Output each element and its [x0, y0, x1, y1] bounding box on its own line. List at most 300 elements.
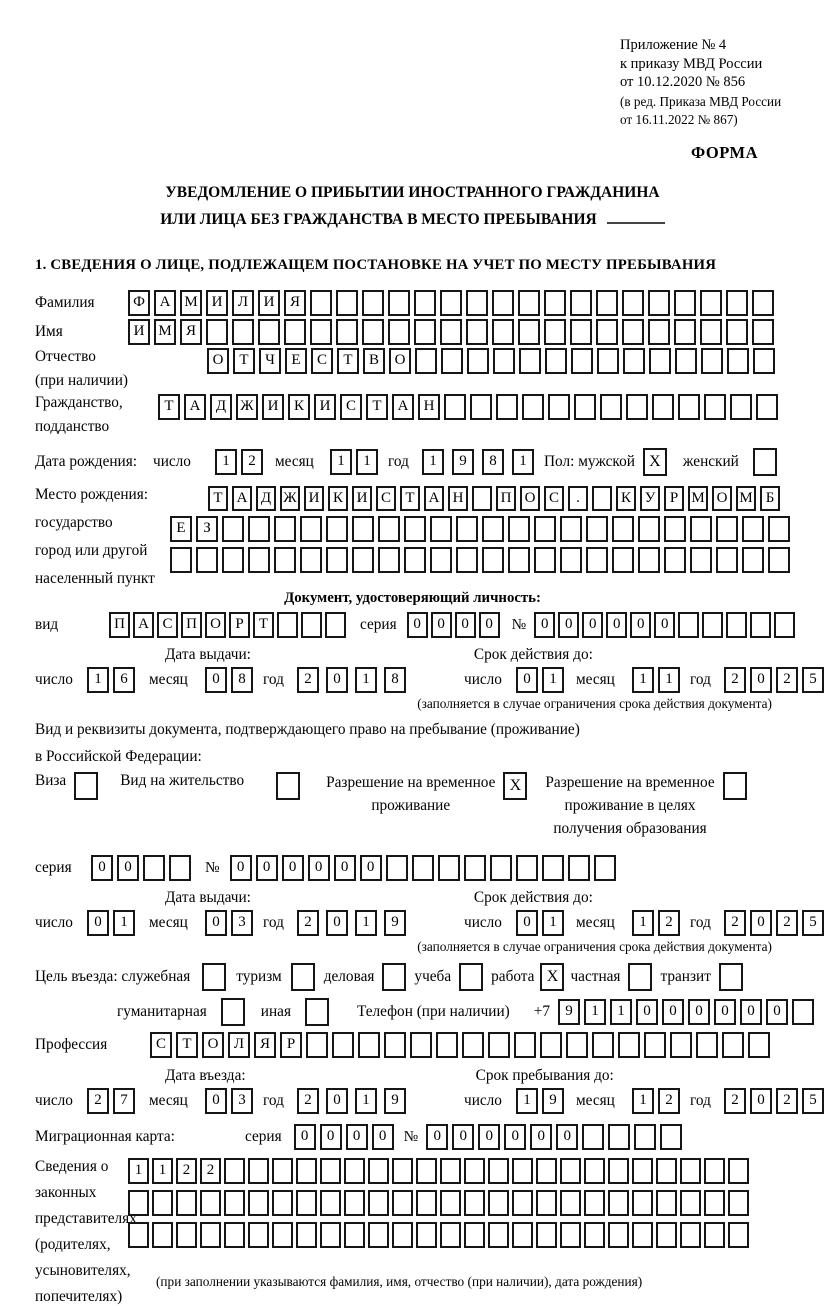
char-cell[interactable]: [644, 1032, 666, 1058]
char-cell[interactable]: [726, 319, 748, 345]
char-cell[interactable]: [410, 1032, 432, 1058]
char-cell[interactable]: [352, 547, 374, 573]
char-cell[interactable]: [742, 516, 764, 542]
char-cell[interactable]: 0: [750, 1088, 772, 1114]
char-cell[interactable]: [632, 1158, 653, 1184]
char-cell[interactable]: [752, 290, 774, 316]
char-cell[interactable]: [742, 547, 764, 573]
char-cell[interactable]: Н: [418, 394, 440, 420]
stay-day-cells[interactable]: [516, 1088, 564, 1114]
permit-series-cells[interactable]: [91, 855, 191, 881]
char-cell[interactable]: 9: [452, 449, 474, 475]
char-cell[interactable]: 0: [326, 910, 348, 936]
char-cell[interactable]: 2: [724, 667, 746, 693]
temp-permit-checkbox[interactable]: X: [503, 772, 527, 800]
char-cell[interactable]: 0: [504, 1124, 526, 1150]
char-cell[interactable]: [464, 1158, 485, 1184]
char-cell[interactable]: [466, 290, 488, 316]
char-cell[interactable]: [412, 855, 434, 881]
char-cell[interactable]: [728, 1222, 749, 1248]
char-cell[interactable]: [206, 319, 228, 345]
passport-issue-day-cells[interactable]: [87, 667, 135, 693]
char-cell[interactable]: [414, 290, 436, 316]
char-cell[interactable]: 0: [308, 855, 330, 881]
char-cell[interactable]: [534, 516, 556, 542]
char-cell[interactable]: [792, 999, 814, 1025]
char-cell[interactable]: [320, 1222, 341, 1248]
char-cell[interactable]: [701, 348, 723, 374]
purpose-business-checkbox[interactable]: [382, 963, 406, 991]
char-cell[interactable]: [440, 1158, 461, 1184]
char-cell[interactable]: Р: [229, 612, 250, 638]
char-cell[interactable]: М: [180, 290, 202, 316]
char-cell[interactable]: [560, 547, 582, 573]
char-cell[interactable]: 1: [355, 1088, 377, 1114]
passport-issue-month-cells[interactable]: [205, 667, 253, 693]
permit-issue-month-cells[interactable]: [205, 910, 253, 936]
char-cell[interactable]: [200, 1222, 221, 1248]
char-cell[interactable]: [726, 612, 747, 638]
citizenship-cells[interactable]: [158, 394, 778, 420]
char-cell[interactable]: [176, 1190, 197, 1216]
char-cell[interactable]: 0: [360, 855, 382, 881]
char-cell[interactable]: [612, 547, 634, 573]
permit-number-cells[interactable]: [230, 855, 616, 881]
char-cell[interactable]: [310, 290, 332, 316]
char-cell[interactable]: [143, 855, 165, 881]
char-cell[interactable]: [750, 612, 771, 638]
char-cell[interactable]: 1: [355, 910, 377, 936]
char-cell[interactable]: 2: [241, 449, 263, 475]
char-cell[interactable]: 2: [176, 1158, 197, 1184]
char-cell[interactable]: 2: [200, 1158, 221, 1184]
purpose-other-checkbox[interactable]: [305, 998, 329, 1026]
char-cell[interactable]: [716, 547, 738, 573]
char-cell[interactable]: Л: [228, 1032, 250, 1058]
char-cell[interactable]: [704, 394, 726, 420]
passport-valid-year-cells[interactable]: [724, 667, 824, 693]
char-cell[interactable]: [656, 1222, 677, 1248]
char-cell[interactable]: 0: [516, 667, 538, 693]
char-cell[interactable]: [493, 348, 515, 374]
char-cell[interactable]: [170, 547, 192, 573]
char-cell[interactable]: Т: [400, 486, 420, 511]
char-cell[interactable]: [774, 612, 795, 638]
char-cell[interactable]: 1: [128, 1158, 149, 1184]
char-cell[interactable]: [678, 394, 700, 420]
char-cell[interactable]: 0: [346, 1124, 368, 1150]
char-cell[interactable]: [540, 1032, 562, 1058]
char-cell[interactable]: О: [202, 1032, 224, 1058]
char-cell[interactable]: 1: [584, 999, 606, 1025]
char-cell[interactable]: [362, 290, 384, 316]
sex-male-checkbox[interactable]: X: [643, 448, 667, 476]
char-cell[interactable]: Д: [210, 394, 232, 420]
char-cell[interactable]: 0: [320, 1124, 342, 1150]
char-cell[interactable]: 0: [654, 612, 675, 638]
permit-valid-day-cells[interactable]: [516, 910, 564, 936]
char-cell[interactable]: [638, 547, 660, 573]
char-cell[interactable]: [664, 516, 686, 542]
char-cell[interactable]: [596, 319, 618, 345]
char-cell[interactable]: [152, 1222, 173, 1248]
char-cell[interactable]: [566, 1032, 588, 1058]
char-cell[interactable]: 6: [113, 667, 135, 693]
char-cell[interactable]: 2: [724, 1088, 746, 1114]
char-cell[interactable]: Ч: [259, 348, 281, 374]
char-cell[interactable]: 8: [482, 449, 504, 475]
char-cell[interactable]: [680, 1222, 701, 1248]
char-cell[interactable]: [284, 319, 306, 345]
char-cell[interactable]: К: [616, 486, 636, 511]
char-cell[interactable]: [623, 348, 645, 374]
visa-checkbox[interactable]: [74, 772, 98, 800]
char-cell[interactable]: [326, 516, 348, 542]
char-cell[interactable]: [622, 319, 644, 345]
char-cell[interactable]: О: [205, 612, 226, 638]
char-cell[interactable]: [470, 394, 492, 420]
char-cell[interactable]: [430, 516, 452, 542]
char-cell[interactable]: И: [262, 394, 284, 420]
char-cell[interactable]: 0: [372, 1124, 394, 1150]
char-cell[interactable]: 2: [658, 1088, 680, 1114]
char-cell[interactable]: [634, 1124, 656, 1150]
char-cell[interactable]: Н: [448, 486, 468, 511]
char-cell[interactable]: 0: [662, 999, 684, 1025]
permit-issue-day-cells[interactable]: [87, 910, 135, 936]
char-cell[interactable]: [416, 1190, 437, 1216]
char-cell[interactable]: [626, 394, 648, 420]
char-cell[interactable]: Т: [337, 348, 359, 374]
char-cell[interactable]: [392, 1190, 413, 1216]
char-cell[interactable]: 1: [542, 910, 564, 936]
char-cell[interactable]: [404, 516, 426, 542]
char-cell[interactable]: [462, 1032, 484, 1058]
char-cell[interactable]: К: [288, 394, 310, 420]
char-cell[interactable]: [536, 1190, 557, 1216]
char-cell[interactable]: [722, 1032, 744, 1058]
char-cell[interactable]: С: [340, 394, 362, 420]
char-cell[interactable]: [344, 1158, 365, 1184]
char-cell[interactable]: [490, 855, 512, 881]
char-cell[interactable]: [200, 1190, 221, 1216]
char-cell[interactable]: [522, 394, 544, 420]
char-cell[interactable]: 1: [512, 449, 534, 475]
birth-year-cells[interactable]: [422, 449, 534, 475]
doc-type-cells[interactable]: [109, 612, 346, 638]
char-cell[interactable]: [222, 547, 244, 573]
char-cell[interactable]: 2: [776, 667, 798, 693]
char-cell[interactable]: [608, 1222, 629, 1248]
char-cell[interactable]: Т: [253, 612, 274, 638]
char-cell[interactable]: [582, 1124, 604, 1150]
char-cell[interactable]: [248, 547, 270, 573]
char-cell[interactable]: 3: [231, 1088, 253, 1114]
char-cell[interactable]: [560, 1190, 581, 1216]
char-cell[interactable]: П: [181, 612, 202, 638]
char-cell[interactable]: [612, 516, 634, 542]
char-cell[interactable]: [704, 1158, 725, 1184]
char-cell[interactable]: [508, 516, 530, 542]
char-cell[interactable]: И: [352, 486, 372, 511]
char-cell[interactable]: [536, 1158, 557, 1184]
char-cell[interactable]: [704, 1190, 725, 1216]
char-cell[interactable]: [638, 516, 660, 542]
char-cell[interactable]: 0: [431, 612, 452, 638]
char-cell[interactable]: [352, 516, 374, 542]
char-cell[interactable]: [368, 1222, 389, 1248]
char-cell[interactable]: [728, 1190, 749, 1216]
char-cell[interactable]: Я: [180, 319, 202, 345]
char-cell[interactable]: И: [128, 319, 150, 345]
char-cell[interactable]: [518, 319, 540, 345]
char-cell[interactable]: [675, 348, 697, 374]
char-cell[interactable]: 0: [91, 855, 113, 881]
char-cell[interactable]: 0: [534, 612, 555, 638]
char-cell[interactable]: [700, 290, 722, 316]
passport-valid-month-cells[interactable]: [632, 667, 680, 693]
char-cell[interactable]: [176, 1222, 197, 1248]
char-cell[interactable]: [496, 394, 518, 420]
char-cell[interactable]: 0: [426, 1124, 448, 1150]
char-cell[interactable]: [472, 486, 492, 511]
char-cell[interactable]: О: [520, 486, 540, 511]
char-cell[interactable]: [570, 290, 592, 316]
char-cell[interactable]: Р: [664, 486, 684, 511]
char-cell[interactable]: 0: [479, 612, 500, 638]
char-cell[interactable]: [608, 1124, 630, 1150]
representatives-row1-cells[interactable]: [128, 1158, 749, 1184]
char-cell[interactable]: В: [363, 348, 385, 374]
char-cell[interactable]: [622, 290, 644, 316]
purpose-transit-checkbox[interactable]: [719, 963, 743, 991]
char-cell[interactable]: Т: [208, 486, 228, 511]
char-cell[interactable]: [368, 1158, 389, 1184]
char-cell[interactable]: [467, 348, 489, 374]
migration-number-cells[interactable]: [426, 1124, 682, 1150]
char-cell[interactable]: О: [712, 486, 732, 511]
char-cell[interactable]: И: [304, 486, 324, 511]
char-cell[interactable]: [392, 1158, 413, 1184]
char-cell[interactable]: [492, 290, 514, 316]
char-cell[interactable]: [320, 1158, 341, 1184]
char-cell[interactable]: Ж: [236, 394, 258, 420]
char-cell[interactable]: [404, 547, 426, 573]
char-cell[interactable]: [296, 1190, 317, 1216]
char-cell[interactable]: 0: [205, 910, 227, 936]
sex-female-checkbox[interactable]: [753, 448, 777, 476]
char-cell[interactable]: [464, 1222, 485, 1248]
char-cell[interactable]: 0: [230, 855, 252, 881]
char-cell[interactable]: [560, 516, 582, 542]
char-cell[interactable]: Т: [366, 394, 388, 420]
char-cell[interactable]: [300, 547, 322, 573]
char-cell[interactable]: [152, 1190, 173, 1216]
char-cell[interactable]: [440, 319, 462, 345]
representatives-row2-cells[interactable]: [128, 1190, 749, 1216]
char-cell[interactable]: [592, 486, 612, 511]
purpose-private-checkbox[interactable]: [628, 963, 652, 991]
char-cell[interactable]: 2: [297, 910, 319, 936]
char-cell[interactable]: [768, 516, 790, 542]
char-cell[interactable]: [568, 855, 590, 881]
char-cell[interactable]: [596, 290, 618, 316]
char-cell[interactable]: 0: [606, 612, 627, 638]
char-cell[interactable]: [748, 1032, 770, 1058]
passport-valid-day-cells[interactable]: [516, 667, 564, 693]
char-cell[interactable]: [444, 394, 466, 420]
char-cell[interactable]: [544, 319, 566, 345]
char-cell[interactable]: [488, 1190, 509, 1216]
birth-place-row3-cells[interactable]: [170, 547, 790, 573]
char-cell[interactable]: [570, 319, 592, 345]
purpose-study-checkbox[interactable]: [459, 963, 483, 991]
stay-month-cells[interactable]: [632, 1088, 680, 1114]
char-cell[interactable]: [368, 1190, 389, 1216]
char-cell[interactable]: 2: [776, 1088, 798, 1114]
char-cell[interactable]: [514, 1032, 536, 1058]
migration-series-cells[interactable]: [294, 1124, 394, 1150]
char-cell[interactable]: [388, 319, 410, 345]
char-cell[interactable]: И: [258, 290, 280, 316]
char-cell[interactable]: С: [311, 348, 333, 374]
char-cell[interactable]: [608, 1158, 629, 1184]
char-cell[interactable]: 2: [658, 910, 680, 936]
char-cell[interactable]: [728, 1158, 749, 1184]
char-cell[interactable]: С: [157, 612, 178, 638]
char-cell[interactable]: 1: [610, 999, 632, 1025]
char-cell[interactable]: 1: [542, 667, 564, 693]
char-cell[interactable]: З: [196, 516, 218, 542]
birth-place-row1-cells[interactable]: [208, 486, 790, 511]
permit-valid-year-cells[interactable]: [724, 910, 824, 936]
char-cell[interactable]: [512, 1190, 533, 1216]
char-cell[interactable]: [560, 1158, 581, 1184]
char-cell[interactable]: [248, 516, 270, 542]
char-cell[interactable]: 9: [384, 910, 406, 936]
char-cell[interactable]: [592, 1032, 614, 1058]
char-cell[interactable]: [571, 348, 593, 374]
char-cell[interactable]: [310, 319, 332, 345]
char-cell[interactable]: [272, 1190, 293, 1216]
char-cell[interactable]: 1: [330, 449, 352, 475]
char-cell[interactable]: А: [154, 290, 176, 316]
char-cell[interactable]: 0: [740, 999, 762, 1025]
char-cell[interactable]: [430, 547, 452, 573]
char-cell[interactable]: [696, 1032, 718, 1058]
char-cell[interactable]: [656, 1158, 677, 1184]
passport-number-cells[interactable]: [534, 612, 795, 638]
char-cell[interactable]: [306, 1032, 328, 1058]
char-cell[interactable]: 8: [231, 667, 253, 693]
char-cell[interactable]: [384, 1032, 406, 1058]
char-cell[interactable]: [274, 516, 296, 542]
char-cell[interactable]: [436, 1032, 458, 1058]
char-cell[interactable]: А: [133, 612, 154, 638]
birth-day-cells[interactable]: [215, 449, 263, 475]
char-cell[interactable]: [768, 547, 790, 573]
char-cell[interactable]: 0: [630, 612, 651, 638]
char-cell[interactable]: 1: [113, 910, 135, 936]
char-cell[interactable]: [586, 516, 608, 542]
char-cell[interactable]: [542, 855, 564, 881]
char-cell[interactable]: [415, 348, 437, 374]
char-cell[interactable]: [600, 394, 622, 420]
char-cell[interactable]: 0: [294, 1124, 316, 1150]
char-cell[interactable]: [519, 348, 541, 374]
char-cell[interactable]: 1: [152, 1158, 173, 1184]
char-cell[interactable]: .: [568, 486, 588, 511]
char-cell[interactable]: О: [207, 348, 229, 374]
char-cell[interactable]: [466, 319, 488, 345]
char-cell[interactable]: П: [496, 486, 516, 511]
stay-year-cells[interactable]: [724, 1088, 824, 1114]
char-cell[interactable]: 1: [632, 667, 654, 693]
char-cell[interactable]: 0: [117, 855, 139, 881]
char-cell[interactable]: [248, 1222, 269, 1248]
char-cell[interactable]: 5: [802, 667, 824, 693]
char-cell[interactable]: [632, 1222, 653, 1248]
char-cell[interactable]: П: [109, 612, 130, 638]
char-cell[interactable]: [648, 319, 670, 345]
char-cell[interactable]: [277, 612, 298, 638]
purpose-tourism-checkbox[interactable]: [291, 963, 315, 991]
char-cell[interactable]: 7: [113, 1088, 135, 1114]
char-cell[interactable]: [336, 319, 358, 345]
representatives-row3-cells[interactable]: [128, 1222, 749, 1248]
char-cell[interactable]: [196, 547, 218, 573]
char-cell[interactable]: [224, 1222, 245, 1248]
char-cell[interactable]: 0: [326, 667, 348, 693]
char-cell[interactable]: Я: [284, 290, 306, 316]
char-cell[interactable]: 1: [658, 667, 680, 693]
char-cell[interactable]: [700, 319, 722, 345]
char-cell[interactable]: А: [392, 394, 414, 420]
char-cell[interactable]: [488, 1032, 510, 1058]
entry-month-cells[interactable]: [205, 1088, 253, 1114]
char-cell[interactable]: Т: [233, 348, 255, 374]
char-cell[interactable]: [726, 290, 748, 316]
char-cell[interactable]: [169, 855, 191, 881]
char-cell[interactable]: [702, 612, 723, 638]
char-cell[interactable]: [690, 516, 712, 542]
char-cell[interactable]: [456, 516, 478, 542]
char-cell[interactable]: 0: [205, 667, 227, 693]
char-cell[interactable]: 0: [478, 1124, 500, 1150]
char-cell[interactable]: [674, 290, 696, 316]
char-cell[interactable]: [224, 1190, 245, 1216]
char-cell[interactable]: [586, 547, 608, 573]
char-cell[interactable]: [464, 1190, 485, 1216]
char-cell[interactable]: 1: [356, 449, 378, 475]
char-cell[interactable]: 1: [516, 1088, 538, 1114]
char-cell[interactable]: 0: [766, 999, 788, 1025]
char-cell[interactable]: [716, 516, 738, 542]
char-cell[interactable]: Ф: [128, 290, 150, 316]
char-cell[interactable]: [752, 319, 774, 345]
char-cell[interactable]: 2: [724, 910, 746, 936]
char-cell[interactable]: [674, 319, 696, 345]
char-cell[interactable]: [584, 1222, 605, 1248]
char-cell[interactable]: А: [424, 486, 444, 511]
char-cell[interactable]: Р: [280, 1032, 302, 1058]
char-cell[interactable]: [545, 348, 567, 374]
char-cell[interactable]: [300, 516, 322, 542]
char-cell[interactable]: 9: [384, 1088, 406, 1114]
permit-issue-year-cells[interactable]: [297, 910, 406, 936]
char-cell[interactable]: [664, 547, 686, 573]
patronymic-cells[interactable]: [207, 348, 775, 374]
